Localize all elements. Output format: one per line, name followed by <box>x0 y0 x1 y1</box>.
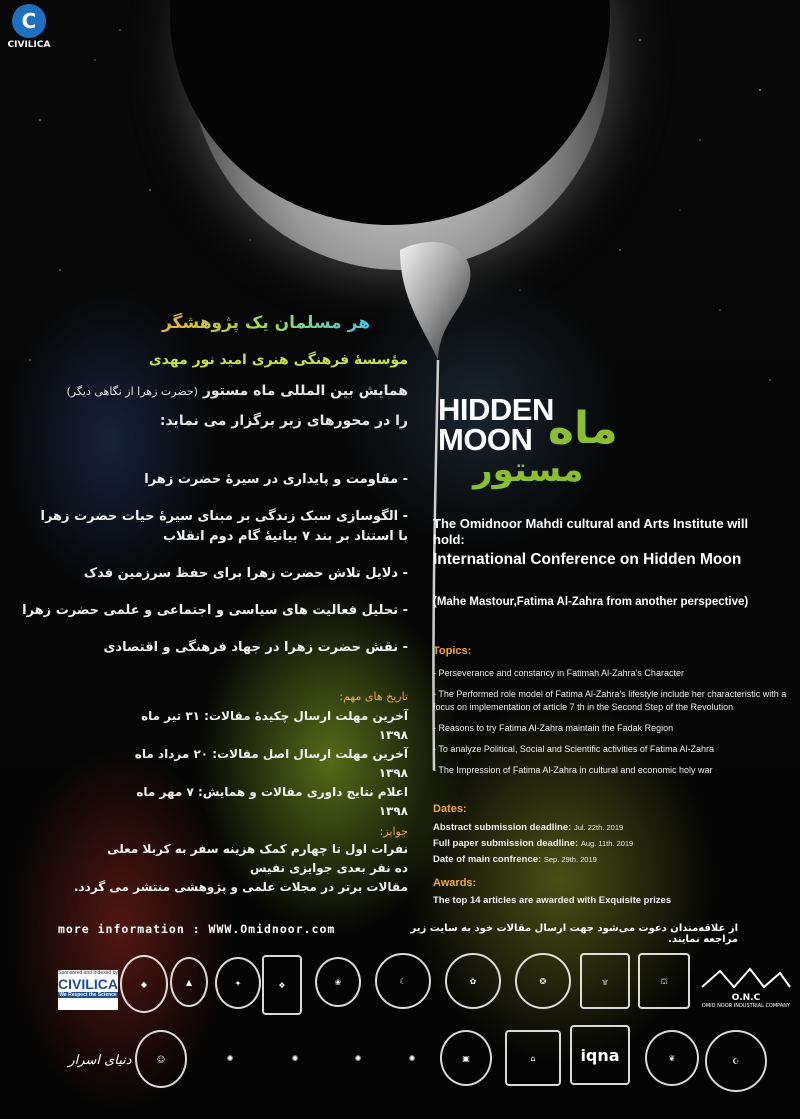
flower-emblem-icon: ✿ <box>445 953 501 1009</box>
civilica-sponsor-badge[interactable]: Sponsored and Indexed by CIVILICA We Respect the Science <box>58 970 118 1010</box>
dunya-asrar-logo: دنیای اسرار <box>68 1052 132 1068</box>
hidden-moon-en: HIDDEN MOON <box>438 392 554 457</box>
university-emblem-icon: ◆ <box>120 955 168 1013</box>
date-line-en: Abstract submission deadline: Jul. 22th. 2019 <box>433 822 624 833</box>
mosque-emblem-icon: ۩ <box>580 953 630 1009</box>
education-ministry-2-icon: ✺ <box>291 1053 299 1063</box>
topic-item-en: - Reasons to try Fatima Al-Zahra maintain the Fadak Region <box>433 723 674 733</box>
date-line-en: Full paper submission deadline: Aug. 11th. 2019 <box>433 838 634 849</box>
invitation-text-fa: از علاقه‌مندان دعوت می‌شود جهت ارسال مقالات خود به سایت زیر مراجعه نمایند. <box>410 923 738 945</box>
onc-logo: O.N.C OMID NOOR INDUSTRIAL COMPANY <box>700 965 792 1009</box>
slogan: هر مسلمان یک پژوهشگر <box>30 313 370 333</box>
topic-item-fa: - تحلیل فعالیت های سیاسی و اجتماعی و علمی حضرت زهرا <box>22 603 408 618</box>
civilica-logo[interactable] <box>6 4 52 50</box>
date-line-fa: آخرین مهلت ارسال اصل مقالات: ۲۰ مرداد ماه ۱۳۹۸ <box>134 747 408 780</box>
awards-text-en: The top 14 articles are awarded with Exquisite prizes <box>433 895 672 906</box>
topics-list-fa <box>0 470 408 675</box>
conference-paren-fa: (حضرت زهرا از نگاهی دیگر) <box>66 385 198 398</box>
sponsor-logos <box>0 945 800 1119</box>
conference-name-fa <box>8 383 408 399</box>
institute-name-fa: مؤسسهٔ فرهنگی هنری امید نور مهدی <box>148 352 408 368</box>
intro-en: The Omidnoor Mahdi cultural and Arts Institute will hold: <box>433 516 749 547</box>
award-line-fa: ده نفر بعدی جوایزی نفیس <box>249 861 408 875</box>
hidden-moon-fa-mah: ماه <box>548 403 618 454</box>
hidden-moon-fa-mastour: مستور <box>473 450 584 490</box>
topic-item-fa: - مقاومت و پایداری در سیرهٔ حضرت زهرا <box>144 472 408 487</box>
date-line-fa: اعلام نتایج داوری مقالات و همایش: ۷ مهر ماه ۱۳۹۸ <box>136 785 408 818</box>
award-line-fa: نفرات اول تا چهارم کمک هزینه سفر به کربلا معلی <box>107 842 408 856</box>
more-information-link[interactable]: more information : WWW.Omidnoor.com <box>58 922 336 936</box>
topics-list-en <box>433 667 793 785</box>
onc-wave-icon <box>700 965 792 991</box>
dates-list-en <box>433 820 633 868</box>
shrine-emblem-icon: ⛫ <box>638 953 690 1009</box>
conference-subtitle-en: (Mahe Mastour,Fatima Al-Zahra from another perspective) <box>433 596 749 608</box>
khorasan-foundation-icon: ☪ <box>705 1030 767 1092</box>
topic-item-fa: - الگوسازی سبک زندگی بر مبنای سیرهٔ حیات حضرت زهرا با استناد بر بند ۷ بیانیهٔ گام دوم انقلاب <box>40 509 408 544</box>
conference-title-fa: همایش بین المللی ماه مستور <box>202 383 408 399</box>
topic-item-en: - The Performed role model of Fatima Al-Zahra’s lifestyle include her characteristic with a focus on implementation of article 7 th in the Second Step of the Revolution <box>433 689 787 712</box>
held-statement-fa: را در محورهای زیر برگزار می نماید: <box>159 413 408 429</box>
quran-university-icon: ⌂ <box>505 1030 561 1086</box>
conference-title-en: International Conference on Hidden Moon <box>433 551 742 568</box>
topic-item-fa: - دلایل تلاش حضرت زهرا برای حفظ سرزمین فدک <box>83 566 408 581</box>
quran-center-icon: ✦ <box>215 957 261 1009</box>
ornament-emblem-icon: ❂ <box>515 953 571 1009</box>
topic-item-en: - The Impression of Fatima Al-Zahra in cultural and economic holy war <box>433 765 713 775</box>
civilica-logo-text: CIVILICA <box>7 40 51 50</box>
portrait-emblem-icon: ☺ <box>135 1030 187 1088</box>
foundation-emblem-icon: ❦ <box>645 1030 699 1086</box>
hidden-moon-logo <box>438 392 688 505</box>
mahe-mastour-emblem-icon: ☾ <box>375 953 431 1009</box>
topic-item-en: - Perseverance and constancy in Fatimah Al-Zahra’s Character <box>433 668 684 678</box>
topics-heading-en: Topics: <box>433 645 472 657</box>
quran-book-icon: ▣ <box>440 1030 492 1086</box>
date-line-en: Date of main confrence: Sep. 29th. 2019 <box>433 854 597 865</box>
civilica-icon: C <box>12 4 46 38</box>
date-line-fa: آخرین مهلت ارسال چکیدهٔ مقالات: ۳۱ تیر ماه ۱۳۹۸ <box>141 709 408 742</box>
awards-section-fa <box>68 825 408 897</box>
topic-item-en: - To analyze Political, Social and Scientific activities of Fatima Al-Zahra <box>433 744 714 754</box>
dates-section-fa <box>108 690 408 821</box>
dates-heading-fa: تاریخ های مهم: <box>339 690 408 703</box>
awards-heading-fa: جوایز: <box>379 825 408 838</box>
iqna-logo: iqna <box>570 1025 630 1085</box>
seminary-emblem-icon: ▲ <box>170 957 208 1007</box>
dates-heading-en: Dates: <box>433 803 467 815</box>
award-line-fa: مقالات برتر در مجلات علمی و پژوهشی منتشر می گردد. <box>73 880 408 894</box>
awards-heading-en: Awards: <box>433 877 477 889</box>
topic-item-fa: - نقش حضرت زهرا در جهاد فرهنگی و اقتصادی <box>103 640 408 655</box>
calligraphy-logo-icon: ❖ <box>262 955 302 1015</box>
education-ministry-icon: ✺ <box>226 1053 234 1063</box>
governor-office-icon: ✺ <box>354 1053 362 1063</box>
governorate-emblem-icon: ❀ <box>315 957 361 1007</box>
islamic-culture-icon: ✺ <box>408 1053 416 1063</box>
